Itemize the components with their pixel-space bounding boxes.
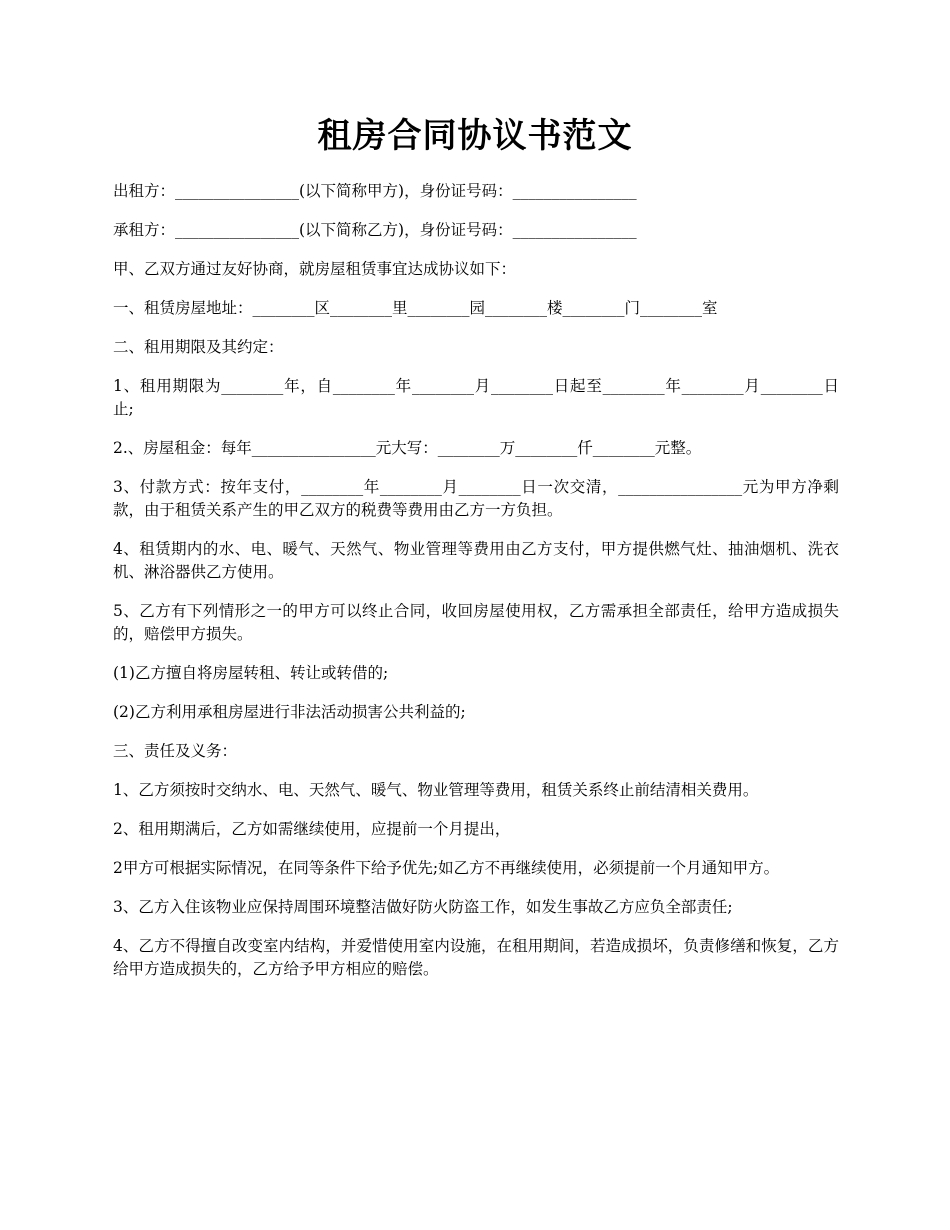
paragraph-payment: 3、付款方式：按年支付，________年________月________日一次交清，________________元为甲方净剩款，由于租赁关系产生的甲乙双方的税费等费用由乙方一方负担。 bbox=[113, 478, 839, 519]
section-heading-duties: 三、责任及义务： bbox=[113, 742, 238, 760]
paragraph-lease-term: 1、租用期限为________年，自________年________月________日起至________年________月________日止; bbox=[113, 377, 839, 418]
paragraph-duty-4: 4、乙方不得擅自改变室内结构，并爱惜使用室内设施，在租用期间，若造成损坏，负责修缮和恢复，乙方给甲方造成损失的，乙方给予甲方相应的赔偿。 bbox=[113, 937, 839, 978]
paragraph-duty-3: 3、乙方入住该物业应保持周围环境整洁做好防火防盗工作，如发生事故乙方应负全部责任; bbox=[113, 898, 733, 916]
paragraph-preamble: 甲、乙双方通过友好协商，就房屋租赁事宜达成协议如下： bbox=[113, 260, 517, 278]
paragraph-duty-2-continued: 2甲方可根据实际情况，在同等条件下给予优先;如乙方不再继续使用，必须提前一个月通知甲方。 bbox=[113, 859, 780, 877]
paragraph-address: 一、租赁房屋地址：________区________里________园________楼________门________室 bbox=[113, 299, 718, 317]
paragraph-utilities: 4、租赁期内的水、电、暖气、天然气、物业管理等费用由乙方支付，甲方提供燃气灶、抽油烟机、洗衣机、淋浴器供乙方使用。 bbox=[113, 540, 839, 581]
paragraph-duty-1: 1、乙方须按时交纳水、电、天然气、暖气、物业管理等费用，租赁关系终止前结清相关费用。 bbox=[113, 781, 759, 799]
paragraph-duty-2: 2、租用期满后，乙方如需继续使用，应提前一个月提出， bbox=[113, 820, 511, 838]
section-heading-term: 二、租用期限及其约定： bbox=[113, 338, 284, 356]
document-title: 租房合同协议书范文 bbox=[317, 116, 633, 156]
paragraph-termination-item-2: (2)乙方利用承租房屋进行非法活动损害公共利益的; bbox=[113, 703, 466, 721]
paragraph-lessor: 出租方：________________(以下简称甲方)，身份证号码：________________ bbox=[113, 182, 637, 200]
paragraph-lessee: 承租方：________________(以下简称乙方)，身份证号码：________________ bbox=[113, 221, 637, 239]
document-body bbox=[113, 180, 839, 997]
paragraph-termination-item-1: (1)乙方擅自将房屋转租、转让或转借的; bbox=[113, 664, 389, 682]
paragraph-rent: 2.、房屋租金：每年________________元大写：________万________仟________元整。 bbox=[113, 439, 702, 457]
paragraph-termination: 5、乙方有下列情形之一的甲方可以终止合同，收回房屋使用权，乙方需承担全部责任，给甲方造成损失的，赔偿甲方损失。 bbox=[113, 602, 839, 643]
